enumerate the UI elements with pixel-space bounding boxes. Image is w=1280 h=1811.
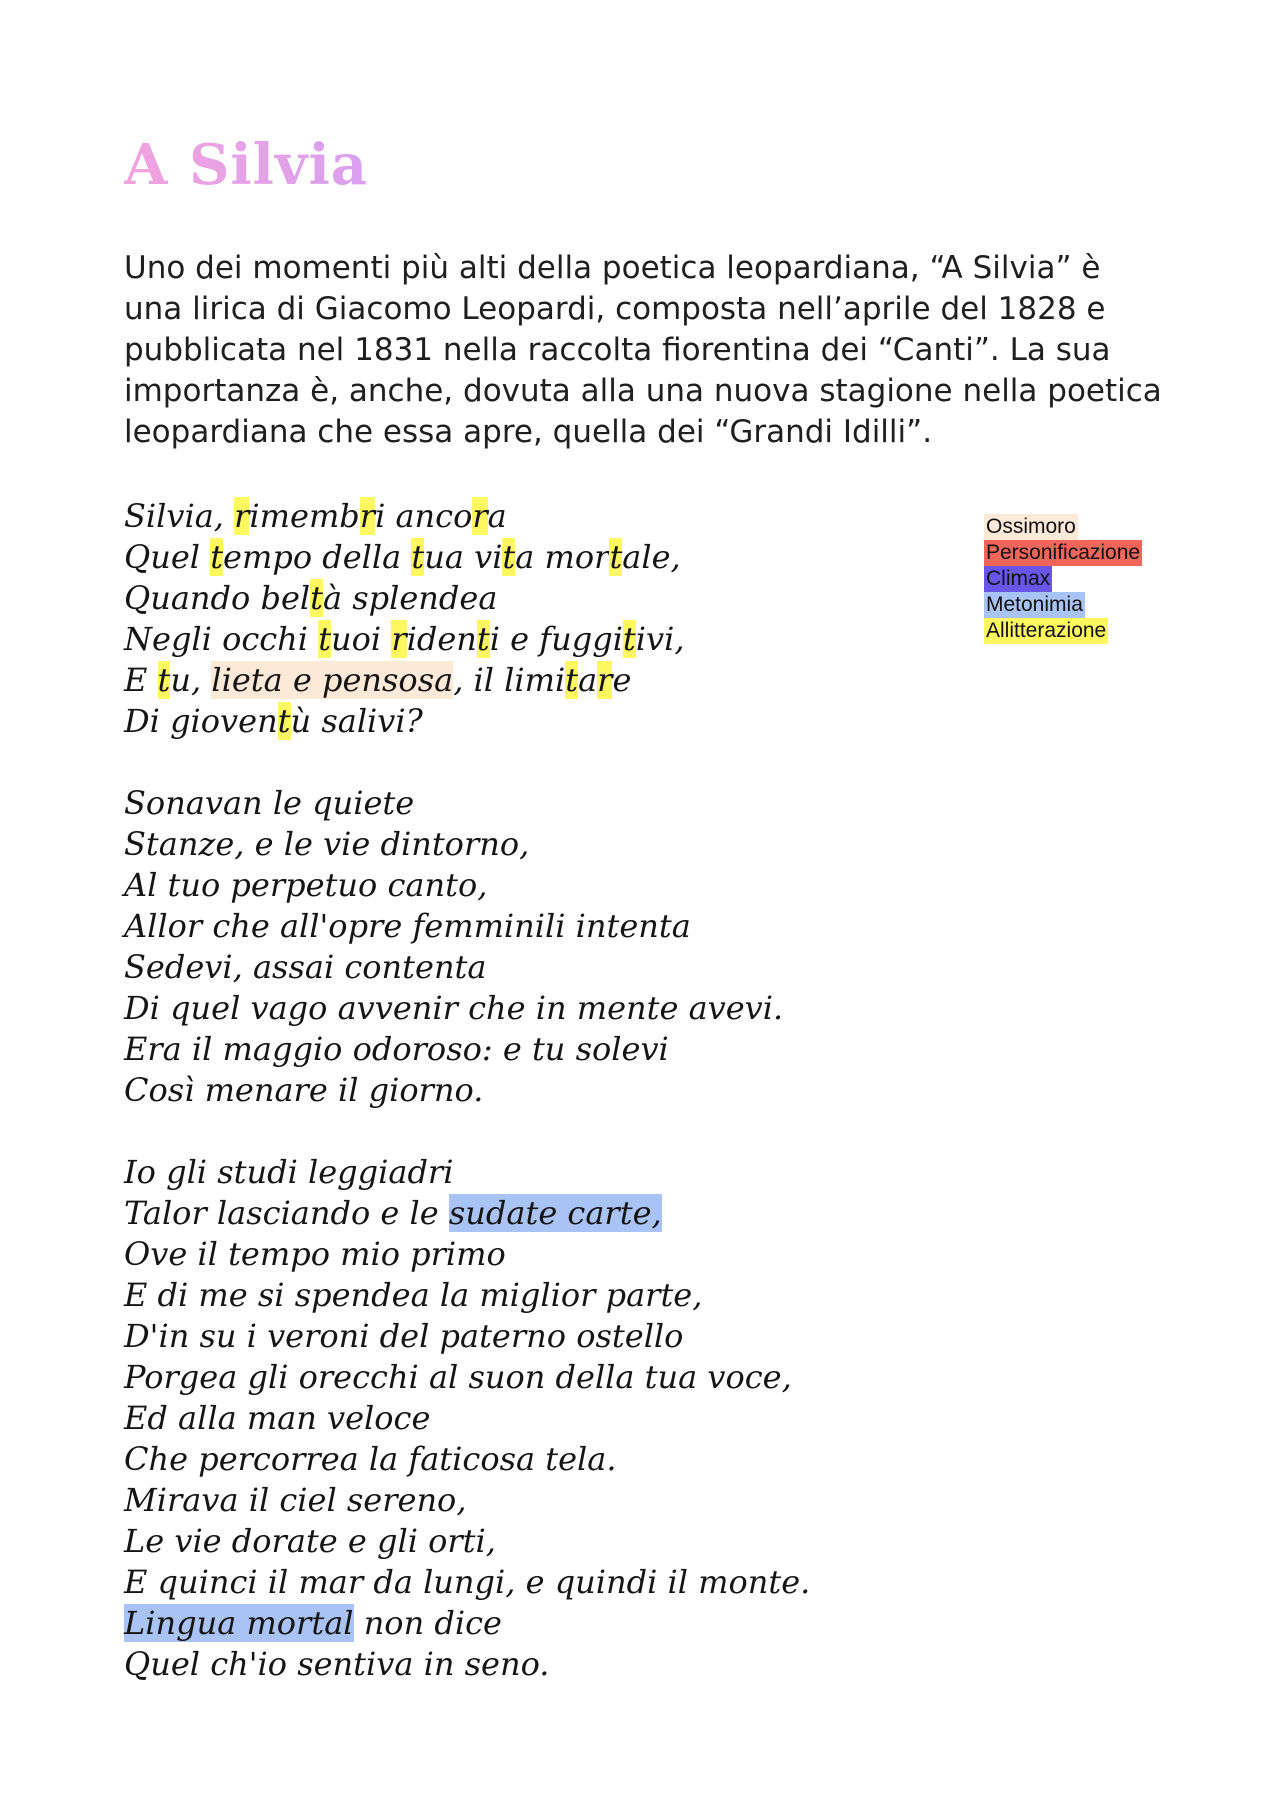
verse-text: ivi, bbox=[635, 620, 685, 658]
verse-text: Sedevi, assai contenta bbox=[124, 948, 487, 986]
verse-text: Ove il tempo mio primo bbox=[124, 1235, 506, 1273]
legend-item-allitterazione: Allitterazione bbox=[986, 619, 1107, 642]
legend-item-personificazione: Personificazione bbox=[986, 541, 1141, 564]
alliteration-highlight: t bbox=[310, 579, 323, 617]
poem-verse bbox=[124, 496, 944, 537]
poem-verse bbox=[124, 947, 944, 988]
poem-verse bbox=[124, 1398, 944, 1439]
poem-verse bbox=[124, 701, 944, 742]
figure-legend bbox=[984, 514, 1142, 644]
poem-verse bbox=[124, 1357, 944, 1398]
poem-verse bbox=[124, 1193, 944, 1234]
poem-verse bbox=[124, 1275, 944, 1316]
alliteration-highlight: r bbox=[472, 497, 488, 535]
poem-verse bbox=[124, 1644, 944, 1685]
oxymoron-highlight: lieta e pensosa bbox=[211, 661, 454, 699]
verse-text: a mor bbox=[515, 538, 610, 576]
alliteration-highlight: t bbox=[210, 538, 224, 576]
alliteration-highlight: r bbox=[234, 497, 250, 535]
alliteration-highlight: t bbox=[502, 538, 516, 576]
verse-text: imemb bbox=[249, 497, 360, 535]
alliteration-highlight: t bbox=[476, 620, 490, 658]
verse-text: Negli occhi bbox=[124, 620, 319, 658]
verse-text: i e fuggi bbox=[489, 620, 623, 658]
verse-text: Al tuo perpetuo canto, bbox=[124, 866, 488, 904]
alliteration-highlight: r bbox=[597, 661, 613, 699]
poem-verse bbox=[124, 988, 944, 1029]
verse-text: iden bbox=[406, 620, 477, 658]
intro-paragraph: Uno dei momenti più alti della poetica leopardiana, “A Silvia” è una lirica di Giacomo Leopardi, composta nell’aprile del 1828 e pubblicata nel 1831 nella raccolta fiorentina dei “Canti”. La sua importanza è, anche, dovuta alla una nuova stagione nella poetica leopardiana che essa apre, quella dei “Grandi Idilli”. bbox=[124, 250, 1162, 450]
verse-text: ua vi bbox=[424, 538, 503, 576]
verse-text: Mirava il ciel sereno, bbox=[124, 1481, 467, 1519]
alliteration-highlight: t bbox=[411, 538, 425, 576]
legend-item-climax: Climax bbox=[986, 567, 1051, 590]
poem-verse bbox=[124, 865, 944, 906]
verse-text: uoi bbox=[331, 620, 392, 658]
poem-verse bbox=[124, 660, 944, 701]
poem-verse bbox=[124, 1480, 944, 1521]
verse-text: empo della bbox=[223, 538, 412, 576]
poem-verse bbox=[124, 824, 944, 865]
poem-verse bbox=[124, 1070, 944, 1111]
verse-text: E bbox=[124, 661, 158, 699]
alliteration-highlight: t bbox=[609, 538, 623, 576]
verse-text: Di quel vago avvenir che in mente avevi. bbox=[124, 989, 784, 1027]
poem-verse bbox=[124, 537, 944, 578]
poem-verse bbox=[124, 1152, 944, 1193]
legend-item-ossimoro: Ossimoro bbox=[986, 515, 1076, 538]
verse-text: Di gioven bbox=[124, 702, 278, 740]
verse-text: non dice bbox=[353, 1604, 502, 1642]
poem-stanza bbox=[124, 496, 944, 742]
verse-text: i anco bbox=[375, 497, 473, 535]
poem-verse bbox=[124, 619, 944, 660]
verse-text: e bbox=[612, 661, 632, 699]
poem-verse bbox=[124, 1029, 944, 1070]
poem-verse bbox=[124, 1234, 944, 1275]
alliteration-highlight: t bbox=[622, 620, 636, 658]
poem-verse bbox=[124, 783, 944, 824]
poem-verse bbox=[124, 906, 944, 947]
verse-text: , il limi bbox=[453, 661, 566, 699]
alliteration-highlight: t bbox=[565, 661, 579, 699]
verse-text: Ed alla man veloce bbox=[124, 1399, 431, 1437]
poem-verse bbox=[124, 1562, 944, 1603]
verse-text: Che percorrea la faticosa tela. bbox=[124, 1440, 617, 1478]
verse-text: a bbox=[487, 497, 507, 535]
verse-text: a bbox=[578, 661, 598, 699]
verse-text: Silvia, bbox=[124, 497, 235, 535]
verse-text: Quando bel bbox=[124, 579, 311, 617]
verse-text: E quinci il mar da lungi, e quindi il monte. bbox=[124, 1563, 811, 1601]
verse-text: à splendea bbox=[322, 579, 498, 617]
poem-text bbox=[124, 496, 944, 1726]
verse-text: Era il maggio odoroso: e tu solevi bbox=[124, 1030, 669, 1068]
legend-item-metonimia: Metonimia bbox=[986, 593, 1083, 616]
verse-text: E di me si spendea la miglior parte, bbox=[124, 1276, 703, 1314]
verse-text: Le vie dorate e gli orti, bbox=[124, 1522, 496, 1560]
verse-text: ale, bbox=[622, 538, 681, 576]
metonymy-highlight: Lingua mortal bbox=[124, 1604, 354, 1642]
verse-text: D'in su i veroni del paterno ostello bbox=[124, 1317, 684, 1355]
poem-verse bbox=[124, 1316, 944, 1357]
poem-stanza bbox=[124, 783, 944, 1111]
poem-stanza bbox=[124, 1152, 944, 1685]
verse-text: Sonavan le quiete bbox=[124, 784, 415, 822]
verse-text: Stanze, e le vie dintorno, bbox=[124, 825, 530, 863]
poem-verse bbox=[124, 578, 944, 619]
verse-text: Porgea gli orecchi al suon della tua voce, bbox=[124, 1358, 792, 1396]
alliteration-highlight: t bbox=[318, 620, 332, 658]
verse-text: ù salivi? bbox=[290, 702, 423, 740]
alliteration-highlight: r bbox=[359, 497, 376, 535]
page-title: A Silvia bbox=[124, 132, 369, 198]
alliteration-highlight: r bbox=[391, 620, 407, 658]
poem-verse bbox=[124, 1439, 944, 1480]
verse-text: Talor lasciando e le bbox=[124, 1194, 449, 1232]
verse-text: Io gli studi leggiadri bbox=[124, 1153, 454, 1191]
metonymy-highlight: sudate carte, bbox=[448, 1194, 662, 1232]
verse-text: u, bbox=[170, 661, 212, 699]
alliteration-highlight: t bbox=[277, 702, 291, 740]
verse-text: Quel bbox=[124, 538, 211, 576]
verse-text: Così menare il giorno. bbox=[124, 1071, 484, 1109]
verse-text: Quel ch'io sentiva in seno. bbox=[124, 1645, 550, 1683]
poem-verse bbox=[124, 1521, 944, 1562]
poem-verse bbox=[124, 1603, 944, 1644]
verse-text: Allor che all'opre femminili intenta bbox=[124, 907, 691, 945]
alliteration-highlight: t bbox=[157, 661, 171, 699]
